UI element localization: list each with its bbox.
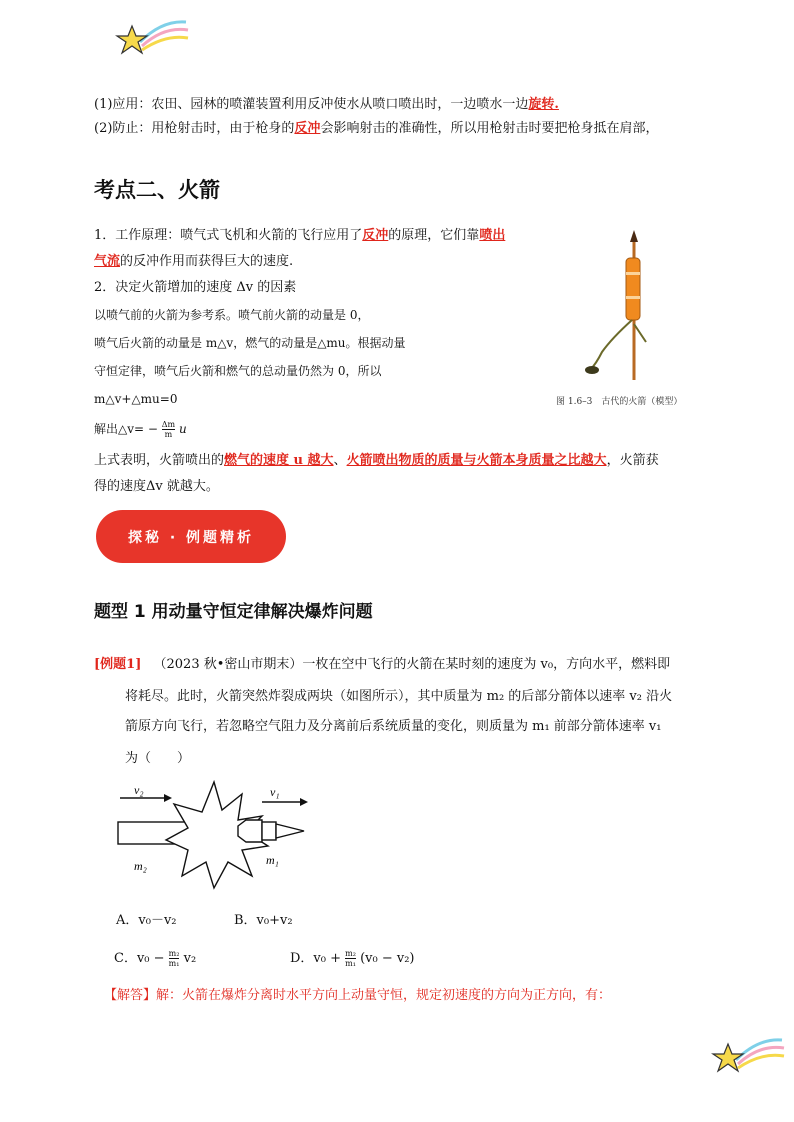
option-c-suffix: v₂ bbox=[183, 951, 197, 966]
option-c-fraction bbox=[169, 949, 180, 968]
shooting-star-icon-bottom bbox=[708, 1030, 786, 1076]
answer-line: 【解答】解：火箭在爆炸分离时水平方向上动量守恒，规定初速度的方向为正方向，有： bbox=[104, 988, 612, 1003]
prevention-text: (2)防止：用枪射击时，由于枪身的 bbox=[94, 121, 295, 136]
label-m2: m₂ bbox=[134, 859, 147, 873]
momentum-equation: m△v+△mu=0 bbox=[94, 392, 178, 406]
conclusion-suffix: ，火箭获 bbox=[606, 453, 659, 468]
conclusion-sep: 、 bbox=[333, 453, 347, 468]
option-d-prefix: D．v₀ + bbox=[290, 951, 342, 966]
fraction-num: Δm bbox=[161, 420, 176, 429]
factor-title: 2．决定火箭增加的速度 Δv 的因素 bbox=[94, 280, 297, 295]
conclusion-prefix: 上式表明，火箭喷出的 bbox=[94, 453, 225, 468]
principle-text: 1．工作原理：喷气式飞机和火箭的飞行应用了 bbox=[94, 228, 363, 243]
option-a: A．v₀－v₂ bbox=[116, 913, 177, 928]
prevention-suffix: 会影响射击的准确性，所以用枪射击时要把枪身抵在肩部， bbox=[320, 121, 659, 136]
option-c-prefix: C．v₀ − bbox=[114, 951, 165, 966]
application-text: (1)应用：农田、园林的喷灌装置利用反冲使水从喷口喷出时，一边喷水一边 bbox=[94, 97, 529, 112]
question-text-3: 箭原方向飞行，若忽略空气阻力及分离前后系统质量的变化，则质量为 m₁ 前部分箭体速率 v₁ bbox=[125, 719, 662, 734]
option-d-num: m₂ bbox=[345, 949, 356, 958]
explosion-diagram bbox=[110, 780, 320, 892]
option-d-den: m₁ bbox=[345, 959, 356, 968]
example-analysis-badge: 探秘 · 例题精析 bbox=[96, 510, 286, 563]
key-term-recoil-2: 反冲 bbox=[362, 228, 389, 243]
key-term-jet-a: 喷出 bbox=[479, 228, 506, 243]
solution-suffix: u bbox=[178, 422, 187, 436]
solution-prefix: 解出△v= − bbox=[94, 422, 158, 436]
label-v2: v₂ bbox=[134, 783, 144, 797]
derivation-line-1: 以喷气前的火箭为参考系。喷气前火箭的动量是 0， bbox=[94, 308, 370, 322]
shooting-star-icon bbox=[112, 12, 190, 58]
key-term-mass-ratio: 火箭喷出物质的质量与火箭本身质量之比越大 bbox=[346, 453, 607, 468]
derivation-line-2: 喷气后火箭的动量是 m△v，燃气的动量是△mu。根据动量 bbox=[94, 336, 406, 350]
option-d bbox=[290, 948, 415, 970]
example-line-1 bbox=[94, 654, 670, 676]
label-v1: v₁ bbox=[270, 785, 280, 799]
derivation-line-3: 守恒定律，喷气后火箭和燃气的总动量仍然为 0，所以 bbox=[94, 364, 382, 378]
solution-equation bbox=[94, 418, 187, 440]
question-text-1: （2023 秋•密山市期末）一枚在空中飞行的火箭在某时刻的速度为 v₀，方向水平，燃料即 bbox=[153, 657, 671, 672]
prevention-line bbox=[94, 118, 658, 140]
principle-suffix: 的反冲作用而获得巨大的速度. bbox=[120, 254, 294, 269]
key-term-recoil: 反冲 bbox=[294, 121, 321, 136]
key-term-gas-speed: 燃气的速度 u 越大 bbox=[224, 453, 334, 468]
question-type-heading: 题型 1 用动量守恒定律解决爆炸问题 bbox=[94, 602, 373, 622]
section-heading-rocket: 考点二、火箭 bbox=[94, 178, 220, 202]
option-c-den: m₁ bbox=[168, 959, 180, 968]
option-d-fraction bbox=[345, 949, 356, 968]
application-line bbox=[94, 94, 559, 116]
figure-caption: 图 1.6–3 古代的火箭（模型） bbox=[556, 397, 683, 407]
label-m1: m₁ bbox=[266, 853, 279, 867]
fraction-den: m bbox=[164, 430, 173, 439]
option-c-num: m₂ bbox=[168, 949, 180, 958]
question-text-4: 为（ ） bbox=[125, 751, 191, 766]
conclusion-line-2: 得的速度Δv 就越大。 bbox=[94, 479, 219, 494]
key-term-jet-b: 气流 bbox=[94, 254, 121, 269]
option-c bbox=[114, 948, 196, 970]
example-tag: [例题1] bbox=[94, 657, 142, 672]
principle-line bbox=[94, 225, 505, 247]
principle-mid: 的原理，它们靠 bbox=[388, 228, 480, 243]
conclusion-line-1 bbox=[94, 450, 659, 472]
fraction-dm-m bbox=[162, 420, 175, 439]
question-text-2: 将耗尽。此时，火箭突然炸裂成两块（如图所示），其中质量为 m₂ 的后部分箭体以速率 v₂ 沿火 bbox=[125, 689, 673, 704]
principle-line-2 bbox=[94, 251, 293, 273]
key-term-rotate: 旋转. bbox=[528, 97, 559, 112]
option-b: B．v₀+v₂ bbox=[234, 913, 293, 928]
ancient-rocket-image bbox=[572, 228, 692, 386]
option-d-suffix: (v₀ − v₂) bbox=[360, 951, 415, 966]
